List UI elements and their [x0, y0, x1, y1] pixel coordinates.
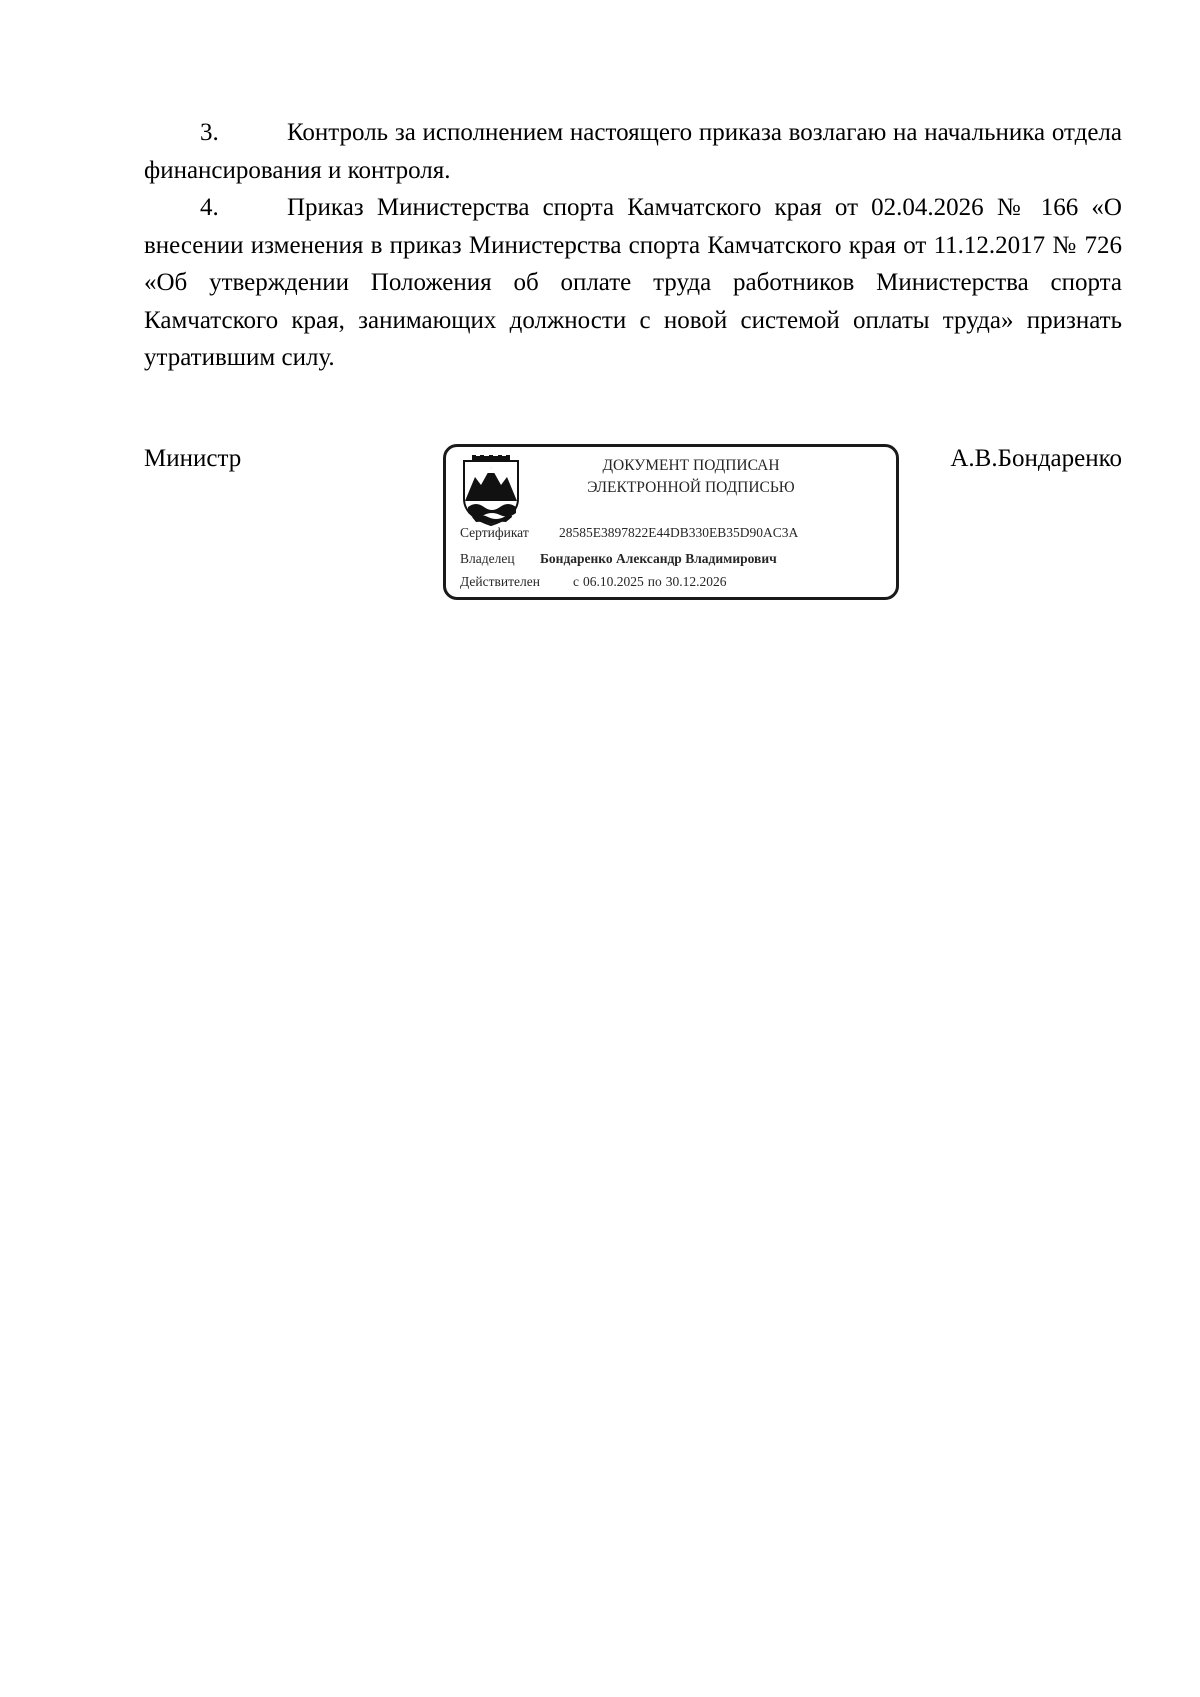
order-text: [144, 114, 1122, 377]
stamp-heading-line-2: ЭЛЕКТРОННОЙ ПОДПИСЬЮ: [587, 479, 795, 496]
stamp-heading: [546, 455, 836, 499]
stamp-validity-row: [460, 573, 726, 591]
valid-from-date: 06.10.2025: [583, 574, 644, 589]
paragraph-3: [144, 114, 1122, 189]
paragraph-number: 3.: [200, 119, 219, 146]
certificate-label: Сертификат: [460, 525, 529, 540]
paragraph-number: 4.: [200, 194, 219, 221]
certificate-value: 28585E3897822E44DB330EB35D90AC3A: [559, 525, 799, 540]
valid-to-prefix: по: [647, 574, 662, 589]
kamchatka-coat-of-arms-icon: [460, 455, 522, 527]
signer-name: А.В.Бондаренко: [950, 445, 1122, 472]
stamp-owner-row: [460, 550, 777, 568]
owner-label: Владелец: [460, 551, 515, 566]
electronic-signature-stamp: [443, 444, 899, 600]
stamp-certificate-row: [460, 524, 798, 542]
validity-label: Действителен: [460, 574, 540, 589]
owner-value: Бондаренко Александр Владимирович: [540, 551, 777, 566]
paragraph-text: Контроль за исполнением настоящего приказа возлагаю на начальника отдела финансирования и контроля.: [144, 119, 1122, 184]
signer-position: Министр: [144, 445, 242, 472]
valid-from-prefix: с: [573, 574, 579, 589]
paragraph-4: [144, 189, 1122, 377]
paragraph-text: Приказ Министерства спорта Камчатского края от 02.04.2026 № 166 «О внесении изменения в приказ Министерства спорта Камчатского края от 11.12.2017 № 726 «Об утверждении Положения об оплате труда работников Министерства спорта Камчатского края, занимающих должности с новой системой оплаты труда» признать утратившим силу.: [144, 194, 1122, 371]
stamp-heading-line-1: ДОКУМЕНТ ПОДПИСАН: [602, 457, 780, 474]
valid-to-date: 30.12.2026: [665, 574, 727, 589]
